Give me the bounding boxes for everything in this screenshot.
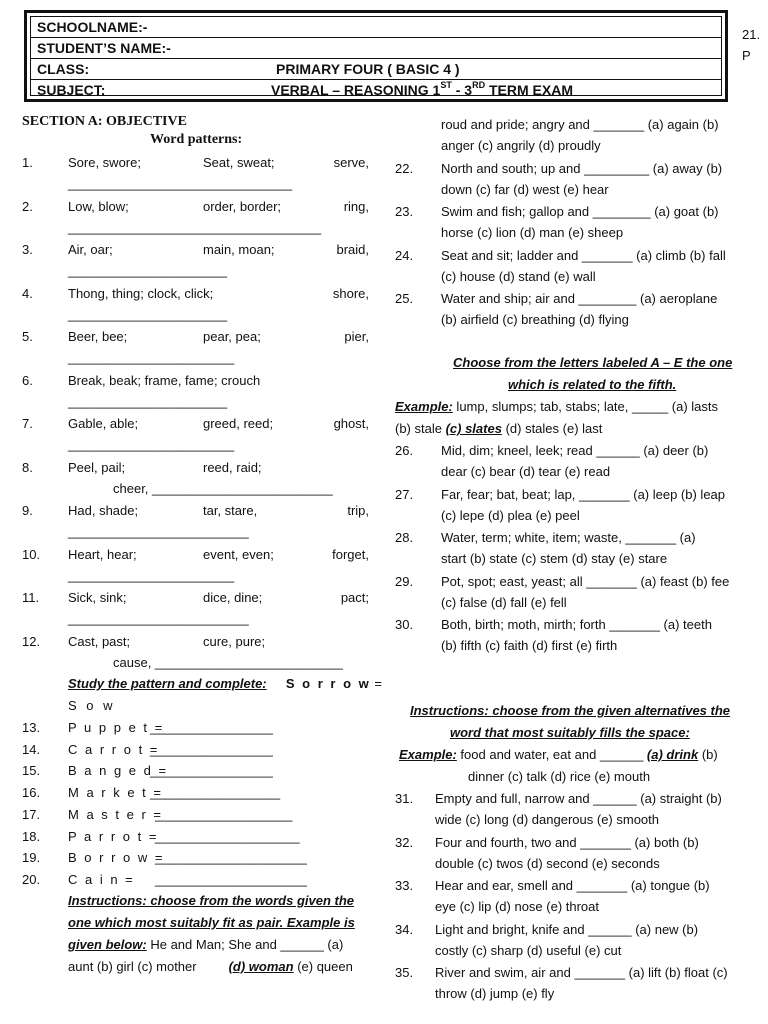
item-number: 14.: [22, 742, 41, 757]
instr-right2-line2: word that most suitably fills the space:: [450, 725, 690, 740]
question-line: Hear and ear, smell and _______ (a) tongue (b): [435, 878, 710, 893]
item-pair-b: pear, pea;: [203, 329, 261, 344]
item-number: 2.: [22, 199, 33, 214]
instr-right1-line1: Choose from the letters labeled A – E the one: [453, 355, 733, 370]
item-number: 6.: [22, 373, 33, 388]
question-number: 22.: [395, 161, 414, 176]
pattern-word: B a n g e d =: [68, 763, 169, 778]
class-label: CLASS:: [37, 61, 90, 77]
question-options: (c) false (d) fall (e) fell: [441, 595, 567, 610]
question-number: 30.: [395, 617, 414, 632]
question-options: anger (c) angrily (d) proudly: [441, 138, 601, 153]
subject-value: VERBAL – REASONING 1ST - 3RD TERM EXAM: [271, 80, 573, 98]
instr-left-line2: one which most suitably fit as pair. Example is: [68, 915, 355, 930]
item-number: 20.: [22, 872, 41, 887]
question-line: River and swim, air and _______ (a) lift (b) float (c): [435, 965, 728, 980]
pattern-word: C a i n =: [68, 872, 135, 887]
question-options: (b) fifth (c) faith (d) first (e) firth: [441, 638, 618, 653]
question-number: 25.: [395, 291, 414, 306]
student-row: [31, 38, 721, 59]
word-patterns-title: Word patterns:: [150, 132, 243, 147]
item-pair-b: main, moan;: [203, 242, 275, 257]
item-number: 5.: [22, 329, 33, 344]
item-prompt: forget,: [332, 547, 369, 562]
item-number: 3.: [22, 242, 33, 257]
pattern-word: B o r r o w =: [68, 850, 165, 865]
item-pair-a: Gable, able;: [68, 416, 139, 431]
question-line: Empty and full, narrow and ______ (a) straight (b): [435, 791, 722, 806]
item-pair-a: Cast, past;: [68, 634, 131, 649]
student-label: STUDENT’S NAME:-: [37, 40, 171, 56]
question-options: eye (c) lip (d) nose (e) throat: [435, 899, 600, 914]
subject-row: [31, 80, 721, 100]
answer-blank: __________________: [150, 785, 281, 800]
item-pair-a: Sick, sink;: [68, 590, 127, 605]
item-number: 1.: [22, 155, 33, 170]
item-pair-a: Air, oar;: [68, 242, 113, 257]
answer-blank: _____________________: [155, 872, 307, 887]
question-number: 32.: [395, 835, 414, 850]
exam-header: [24, 10, 728, 102]
side-number: 21.: [742, 27, 761, 42]
answer-blank: _____________________: [155, 850, 307, 865]
question-options: (b) airfield (c) breathing (d) flying: [441, 312, 629, 327]
instr-left-line3: given below: He and Man; She and ______ (a): [68, 937, 344, 952]
answer-blank: ______________________: [68, 263, 228, 278]
question-number: 24.: [395, 248, 414, 263]
item-pair-b: cure, pure;: [203, 634, 266, 649]
question-line: Seat and sit; ladder and _______ (a) climb (b) fall: [441, 248, 726, 263]
answer-blank: _______________________________: [68, 176, 293, 191]
instr-right1-example2: (b) stale (c) slates (d) stales (e) last: [395, 421, 603, 436]
question-line: North and south; up and _________ (a) away (b): [441, 161, 723, 176]
question-number: 34.: [395, 922, 414, 937]
question-options: double (c) twos (d) second (e) seconds: [435, 856, 660, 871]
item-pair-b: dice, dine;: [203, 590, 263, 605]
question-options: down (c) far (d) west (e) hear: [441, 182, 609, 197]
item-prompt: serve,: [333, 155, 369, 170]
instr-left-line1: Instructions: choose from the words given the: [68, 893, 355, 908]
pattern-word: C a r r o t =: [68, 742, 160, 757]
item-number: 17.: [22, 807, 41, 822]
side-letter: P: [742, 48, 751, 63]
answer-blank: _______________________: [68, 437, 235, 452]
item-prompt: ghost,: [333, 416, 369, 431]
item-number: 7.: [22, 416, 33, 431]
answer-blank: _______________________: [68, 350, 235, 365]
class-row: [31, 59, 721, 80]
question-options: (c) house (d) stand (e) wall: [441, 269, 596, 284]
question-number: 33.: [395, 878, 414, 893]
item-pair-a: Low, blow;: [68, 199, 129, 214]
instr-right2-example: Example: food and water, eat and ______ (a) drink (b): [399, 747, 718, 762]
school-row: [31, 17, 721, 38]
question-line: Mid, dim; kneel, leek; read ______ (a) deer (b): [441, 443, 709, 458]
school-label: SCHOOLNAME:-: [37, 19, 148, 35]
pattern-word: M a r k e t =: [68, 785, 163, 800]
item-number: 9.: [22, 503, 33, 518]
item-number: 4.: [22, 286, 33, 301]
item-pair-b: greed, reed;: [203, 416, 274, 431]
item-number: 12.: [22, 634, 41, 649]
instr-left-line4: aunt (b) girl (c) mother (d) woman (e) queen: [68, 959, 353, 974]
question-options: start (b) state (c) stem (d) stay (e) stare: [441, 551, 668, 566]
item-prompt: braid,: [336, 242, 369, 257]
instr-right2-example2: dinner (c) talk (d) rice (e) mouth: [468, 769, 651, 784]
question-number: 26.: [395, 443, 414, 458]
instr-right1-example: Example: lump, slumps; tab, stabs; late, _____ (a) lasts: [395, 399, 718, 414]
answer-blank: cheer, _________________________: [113, 481, 333, 496]
question-number: 23.: [395, 204, 414, 219]
item-prompt: ring,: [343, 199, 369, 214]
item-prompt: trip,: [347, 503, 369, 518]
question-options: wide (c) long (d) dangerous (e) smooth: [435, 812, 659, 827]
item-pair-a: Had, shade;: [68, 503, 139, 518]
question-line: Light and bright, knife and ______ (a) new (b): [435, 922, 699, 937]
question-options: (c) lepe (d) plea (e) peel: [441, 508, 580, 523]
question-number: 35.: [395, 965, 414, 980]
item-pair-a: Thong, thing; clock, click;: [68, 286, 214, 301]
question-line: roud and pride; angry and _______ (a) again (b): [441, 117, 719, 132]
question-options: costly (c) sharp (d) useful (e) cut: [435, 943, 622, 958]
study-instruction: Study the pattern and complete: S o r r o w =: [68, 676, 382, 691]
item-pair-a: Sore, swore;: [68, 155, 141, 170]
item-pair-b: tar, stare,: [203, 503, 258, 518]
question-number: 27.: [395, 487, 414, 502]
question-number: 28.: [395, 530, 414, 545]
item-number: 11.: [22, 590, 40, 605]
answer-blank: _________________: [150, 742, 273, 757]
question-line: Water and ship; air and ________ (a) aeroplane: [441, 291, 718, 306]
item-number: 10.: [22, 547, 41, 562]
question-line: Both, birth; moth, mirth; forth _______ (a) teeth: [441, 617, 712, 632]
answer-blank: ____________________: [155, 829, 300, 844]
question-line: Four and fourth, two and _______ (a) both (b): [435, 835, 699, 850]
instr-right1-line2: which is related to the fifth.: [508, 377, 677, 392]
answer-blank: _______________________: [68, 568, 235, 583]
pattern-word: M a s t e r =: [68, 807, 163, 822]
item-pair-b: event, even;: [203, 547, 274, 562]
answer-blank: cause, __________________________: [113, 655, 343, 670]
subject-label: SUBJECT:: [37, 82, 106, 98]
question-options: horse (c) lion (d) man (e) sheep: [441, 225, 624, 240]
study-example: S o r r o w: [285, 676, 371, 691]
item-number: 8.: [22, 460, 33, 475]
question-options: dear (c) bear (d) tear (e) read: [441, 464, 611, 479]
item-pair-b: Seat, sweat;: [203, 155, 275, 170]
item-number: 19.: [22, 850, 41, 865]
item-pair-a: Heart, hear;: [68, 547, 137, 562]
pattern-word: P u p p e t =: [68, 720, 165, 735]
item-number: 18.: [22, 829, 41, 844]
answer-blank: ______________________: [68, 307, 228, 322]
item-pair-b: reed, raid;: [203, 460, 262, 475]
item-prompt: pier,: [344, 329, 369, 344]
item-pair-a: Beer, bee;: [68, 329, 128, 344]
section-title: SECTION A: OBJECTIVE: [22, 114, 187, 129]
answer-blank: _________________________: [68, 524, 249, 539]
answer-blank: _________________________: [68, 611, 249, 626]
item-pair-a: Peel, pail;: [68, 460, 126, 475]
item-number: 15.: [22, 763, 41, 778]
class-value: PRIMARY FOUR ( BASIC 4 ): [276, 61, 460, 77]
pattern-word: P a r r o t =: [68, 829, 159, 844]
item-pair-b: order, border;: [203, 199, 282, 214]
item-prompt: pact;: [340, 590, 369, 605]
question-line: Swim and fish; gallop and ________ (a) goat (b): [441, 204, 719, 219]
question-number: 29.: [395, 574, 414, 589]
answer-blank: ___________________________________: [68, 220, 322, 235]
answer-blank: ______________________: [68, 394, 228, 409]
study-result: S o w: [68, 698, 116, 713]
question-options: throw (d) jump (e) fly: [435, 986, 555, 1001]
question-line: Far, fear; bat, beat; lap, _______ (a) leep (b) leap: [441, 487, 726, 502]
answer-blank: ___________________: [155, 807, 293, 822]
instr-right2-line1: Instructions: choose from the given alternatives the: [410, 703, 731, 718]
answer-blank: _________________: [150, 720, 273, 735]
answer-blank: _________________: [150, 763, 273, 778]
question-line: Water, term; white, item; waste, _______ (a): [441, 530, 696, 545]
item-prompt: shore,: [332, 286, 369, 301]
question-line: Pot, spot; east, yeast; all _______ (a) feast (b) fee: [441, 574, 730, 589]
question-number: 31.: [395, 791, 414, 806]
item-number: 16.: [22, 785, 41, 800]
item-number: 13.: [22, 720, 41, 735]
item-pair-a: Break, beak; frame, fame; crouch: [68, 373, 261, 388]
